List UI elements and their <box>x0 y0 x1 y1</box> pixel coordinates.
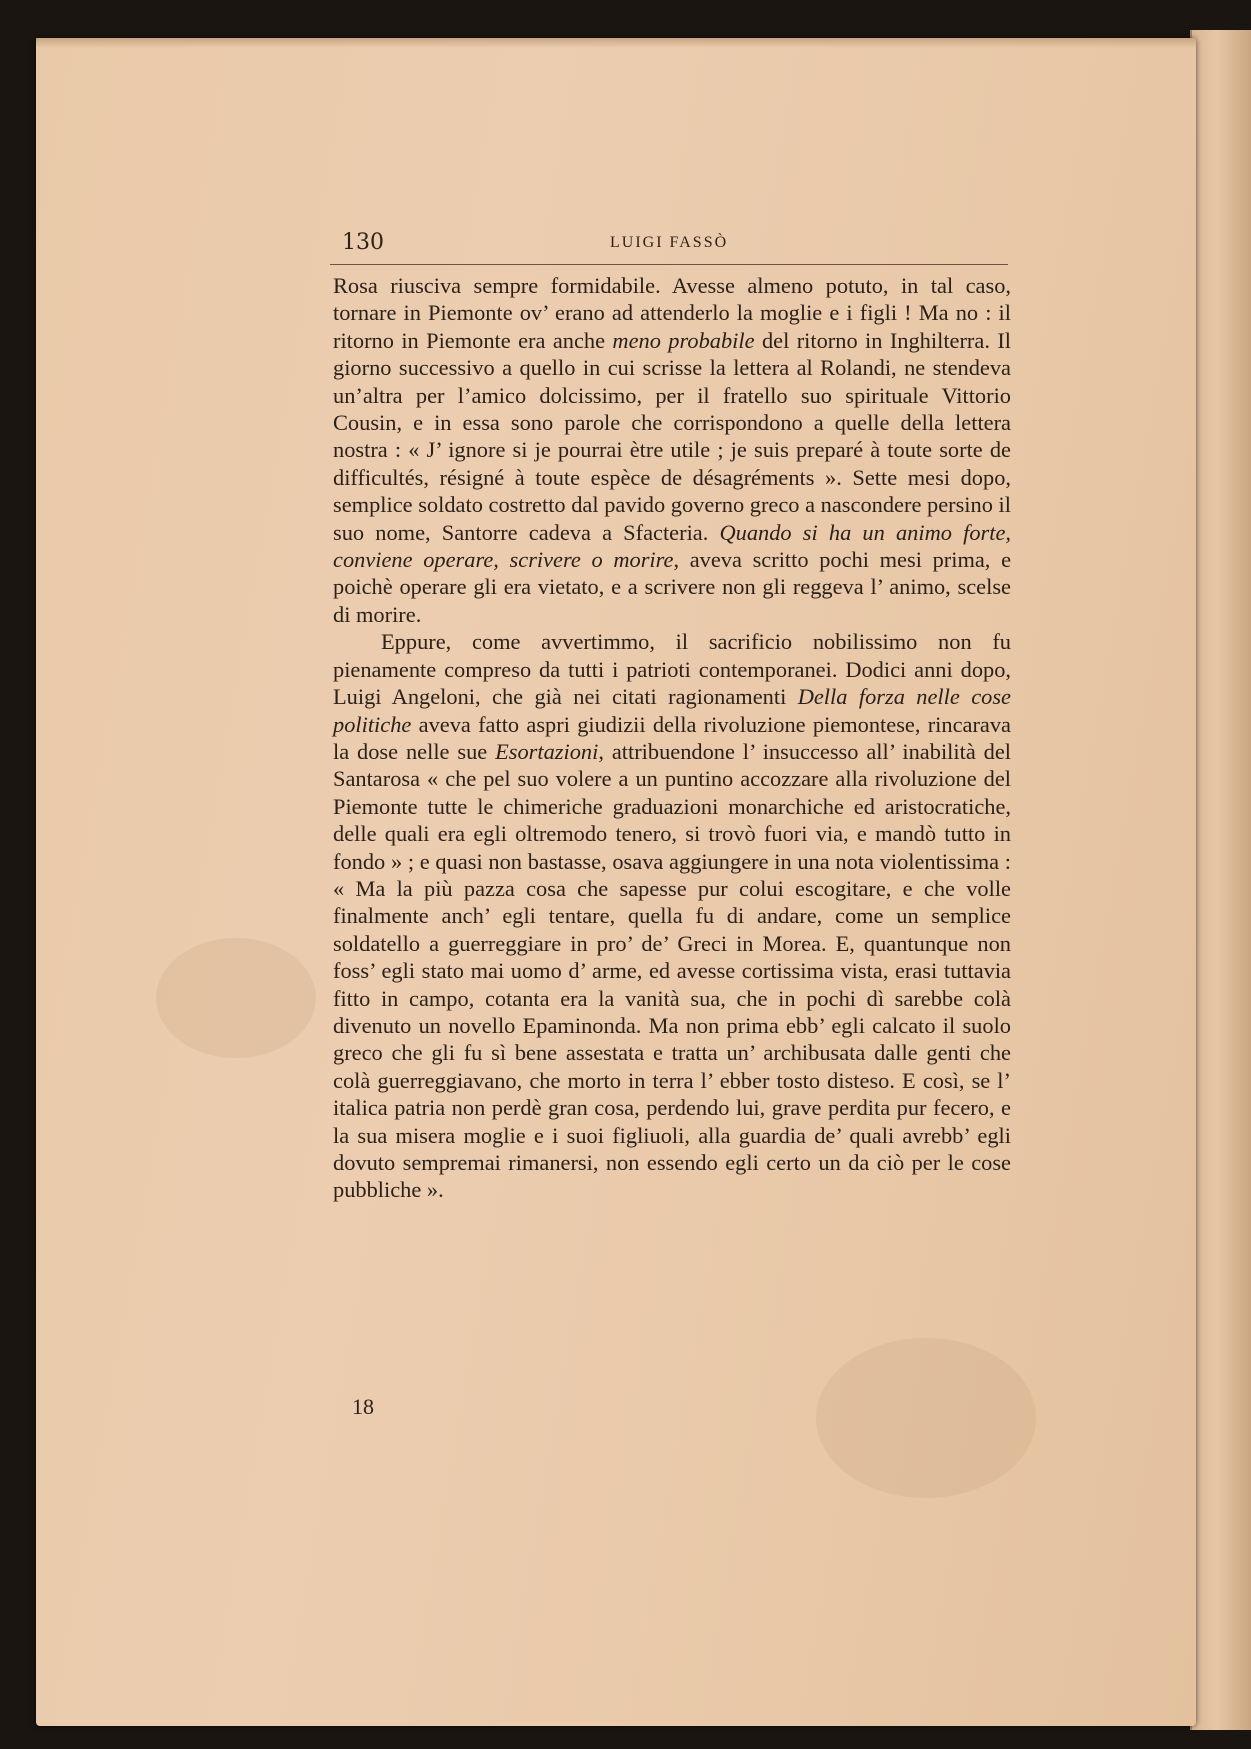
text-run: , attribuendone l’ insuccesso all’ inabilità del Santarosa « che pel suo volere a un puntino accozzare alla rivoluzione del Piemonte tutte le chimeriche graduazioni monarchiche ed aristocratiche, delle quali era egli oltremodo tenero, si trovò fuori via, e mandò tutto in fondo » ; e quasi non bastasse, osava aggiungere in una nota violentissima : « Ma la più pazza cosa che sapesse pur colui escogitare, e che volle finalmente anch’ egli tentare, quella fu di andare, come un semplice soldatello a guerreggiare in pro’ de’ Greci in Morea. E, quantunque non foss’ egli stato mai uomo d’ arme, ed avesse cortissima vista, erasi tuttavia fitto in campo, cotanta era la vanità sua, che in pochi dì sarebbe colà divenuto un novello Epaminonda. Ma non prima ebb’ egli calcato il suolo greco che gli fu sì bene assestata e tratta un’ archibusata dalle genti che colà guerreggiavano, che morto in terra l’ ebber tosto disteso. E così, se l’ italica patria non perdè gran cosa, perdendo lui, grave perdita pur fecero, e la sua misera moglie e i suoi figliuoli, alla guardia de’ quali avrebb’ egli dovuto sempremai rimanersi, non essendo egli certo un da ciò per le cose pubbliche ». <box>333 738 1011 1203</box>
text-run: , aveva scritto pochi mesi prima, e poichè operare gli era vietato, e a scrivere non gli reggeva l’ animo, scelse di morire. <box>333 547 1012 627</box>
italic-run: Della forza nelle cose politiche <box>333 684 1011 737</box>
text-run: aveva fatto aspri giudizii della rivoluzione piemontese, rincarava la dose nelle sue <box>333 711 1011 764</box>
paragraph <box>333 628 1011 1204</box>
page-number: 130 <box>342 230 384 255</box>
paper-stain <box>156 938 316 1058</box>
page-header <box>330 224 1008 265</box>
text-run: del ritorno in Inghilterra. Il giorno successivo a quello in cui scrisse la lettera al Rolandi, ne stendeva un’altra per l’amico dolcissimo, per il fratello suo spirituale Vittorio Cousin, e in essa sono parole che corrispondono a quelle della lettera nostra : « J’ ignore si je pourrai ètre utile ; je suis preparé à toute sorte de difficultés, résigné à toute espèce de désagréments ». Sette mesi dopo, semplice soldato costretto dal pavido governo greco a nascondere persino il suo nome, Santorre cadeva a Sfacteria. <box>333 327 1011 545</box>
paper-stain <box>816 1338 1036 1498</box>
italic-run: Quando si ha un animo forte, conviene operare, scrivere o morire <box>333 519 1011 573</box>
running-head: LUIGI FASSÒ <box>610 234 729 251</box>
italic-run: Esortazioni <box>495 738 599 764</box>
italic-run: meno probabile <box>612 327 755 353</box>
text-run: Rosa riusciva sempre formidabile. Avesse almeno potuto, in tal caso, tornare in Piemonte ov’ erano ad attenderlo la moglie e i figli ! Ma no : il ritorno in Piemonte era anche <box>333 273 1011 353</box>
page-top-edge <box>36 38 1196 48</box>
body-text <box>333 272 1011 1204</box>
paragraph <box>333 272 1011 628</box>
text-run: Eppure, come avvertimmo, il sacrificio nobilissimo non fu pienamente compreso da tutti i patrioti contemporanei. Dodici anni dopo, Luigi Angeloni, che già nei citati ragionamenti <box>333 629 1011 710</box>
next-page-edge <box>1190 30 1251 1730</box>
signature-mark: 18 <box>352 1394 374 1419</box>
